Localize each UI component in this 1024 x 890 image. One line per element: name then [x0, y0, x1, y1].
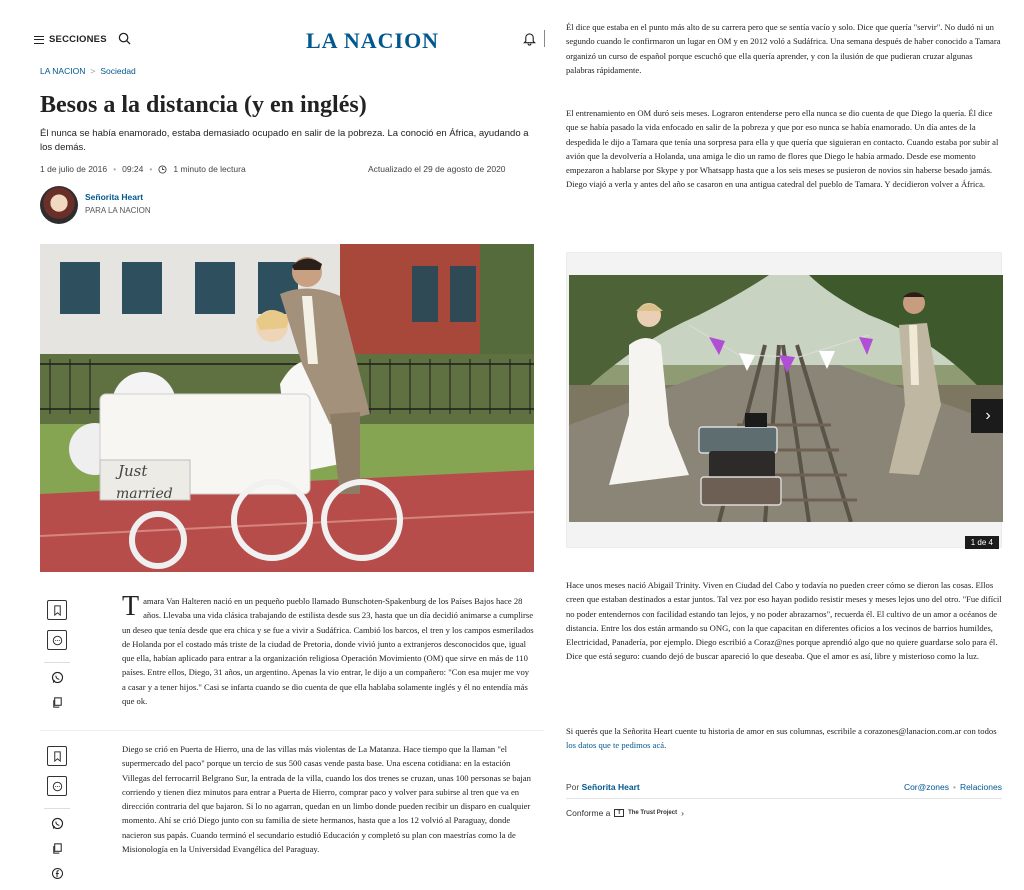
article-tags [866, 782, 1002, 792]
paragraph-1-text: amara Van Halteren nació en un pequeño pueblo llamado Bunschoten-Spakenburg de los Países Bajos hace 28 años. Llevaba una vida clásica trabajando de estilista desde sus 23, hasta que un día decidió animarse a cumplirse un deseo que tenía desde que era chica y se fue a vivir a Sudáfrica. Cambió los barcos, el tren y los campos esmerilados de Holanda por el costado más triste de la ciudad de Pretoria, donde vivió junto a extranjeros desconocidos que, igual que ella, habían aplicado para entrar a la organización religiosa Operación Movimiento (OM) que sirve en más de 110 países. Entre ellos, Diego, 31 años, un argentino. Apenas la vio entrar, le dijo a un compañero: "Con esa mujer me voy a casar y a tener hijos." Casi se infarta cuando se dio cuenta de que ella hablaba solamente inglés y él no entendía más que ok. [122, 596, 534, 707]
tag-separator: • [952, 782, 956, 792]
bookmark-icon [52, 605, 63, 616]
breadcrumb-home[interactable]: LA NACION [40, 66, 86, 76]
article-paragraph-6 [566, 724, 1002, 753]
copy-link-icon[interactable] [51, 842, 64, 855]
byline-prefix: Por [566, 782, 580, 792]
breadcrumb-separator: > [90, 66, 96, 76]
sign-just: Just [118, 462, 148, 480]
tag-relaciones[interactable]: Relaciones [959, 782, 1002, 792]
article-meta: 1 de julio de 2016 • 09:24 • 1 minuto de lectura [40, 164, 246, 174]
article-paragraph-5: Hace unos meses nació Abigail Trinity. Viven en Ciudad del Cabo y todavía no pueden creer cómo se dieron las cosas. Ellos creen que estaban destinados a estar juntos. Tal vez por eso hayan podido resistir meses y meses lejos uno del otro. "Fue difícil no poder entendernos con facilidad estando tan lejos, y no poder abrazarnos", recuerda él. El cultivo de un amor a océanos de distancia. Entre los dos están armando su ONG, con la que capacitan en diferentes oficios a los vecinos de barrios humildes, Electricidad, Panadería, por ejemplo. Diego escribió a Coraz@nes porque aprendió algo que no quiere guardarse solo para él. Dice que está seguro: cuando dejó de buscar apareció lo que deseaba. Que el amor es así, libre y misterioso como la luz. [566, 580, 1002, 662]
whatsapp-icon[interactable] [51, 817, 64, 830]
sign-married: married [116, 486, 173, 502]
paragraph-6-end: . [664, 740, 667, 751]
share-rail-bottom [40, 746, 74, 890]
author-org: PARA LA NACION [85, 206, 151, 215]
paragraph-6-text: Si querés que la Señorita Heart cuente tu historia de amor en sus columnas, escribile a corazones@lanacion.com.ar con todos [566, 726, 997, 736]
article-byline [566, 782, 640, 792]
wedding-tricycle-photo [40, 244, 534, 572]
bookmark-button[interactable] [47, 746, 67, 766]
bell-icon[interactable] [523, 32, 536, 46]
trust-prefix: Conforme a [566, 808, 611, 818]
comment-button[interactable] [47, 630, 67, 650]
breadcrumb-section[interactable]: Sociedad [100, 66, 136, 76]
facebook-icon[interactable] [51, 867, 64, 880]
bookmark-button[interactable] [47, 600, 67, 620]
trust-project-logo: T [614, 809, 624, 817]
trust-project-name: The Trust Project [628, 810, 678, 816]
divider [40, 730, 544, 731]
sections-menu-button[interactable] [34, 34, 107, 45]
copy-link-icon[interactable] [51, 696, 64, 709]
search-icon[interactable] [118, 32, 131, 45]
site-logo[interactable]: LA NACION [306, 28, 440, 53]
byline-author-link[interactable]: Señorita Heart [581, 782, 640, 792]
comment-icon [52, 635, 63, 646]
header-divider [544, 30, 545, 47]
comment-button[interactable] [47, 776, 67, 796]
sections-label: SECCIONES [49, 34, 107, 45]
chevron-right-icon: › [681, 808, 684, 818]
article-paragraph-1 [122, 591, 534, 708]
author-name[interactable]: Señorita Heart [85, 192, 144, 202]
hero-photo[interactable] [40, 244, 534, 572]
gallery-next-button[interactable]: › [971, 399, 1003, 433]
clock-icon [158, 165, 167, 174]
comment-icon [52, 781, 63, 792]
photo-gallery[interactable] [566, 252, 1002, 548]
publish-time: 09:24 [122, 164, 144, 174]
gallery-image [569, 275, 1003, 522]
article-subtitle: Él nunca se había enamorado, estaba demasiado ocupado en salir de la pobreza. La conoció en África, ayudando a los demás. [40, 128, 529, 153]
publish-date: 1 de julio de 2016 [40, 164, 108, 174]
tag-corazones[interactable]: Cor@zones [903, 782, 949, 792]
trust-project-link[interactable] [566, 808, 684, 818]
drop-cap: T [122, 591, 140, 622]
whatsapp-icon[interactable] [51, 671, 64, 684]
article-paragraph-2: Diego se crió en Puerta de Hierro, una de las villas más violentas de La Matanza. Hace tiempo que la llaman "el supermercado del paco" porque un tercio de sus 500 casas vende pasta base. Una escena cotidiana: en la estación Villegas del ferrocarril Belgrano Sur, la entrada de la villa, cuando los dos trenes se cruzan, unas 100 personas se bajan corriendo y tienen diez minutos para entrar a Puerta de Hierro, comprar paco y volver para subirse al tren que va en dirección contraria del que bajaron. Si lo no agarran, quedan en un limbo donde pueden recibir un disparo en cualquier momento. Ahí se crió Diego junto con su familia de siete hermanos, hasta que a los 12 volvió al Paraguay, donde nacieron sus papás. Cuando terminó el secundario estudió Educación y completó su plan con maestrías como la de Misionología en la Universidad Evangélica del Paraguay. [122, 744, 531, 855]
footer-divider [566, 798, 1002, 799]
article-paragraph-3: Él dice que estaba en el punto más alto de su carrera pero que se sentía vacío y solo. Dice que quería "servir". No dudó ni un segundo cuando le confirmaron un lugar en OM y en 2012 voló a Sudáfrica. Una semana después de haber conocido a Tamara organizó un curso de español porque escuchó que ella quería aprender, y con la ilusión de que pudieran cruzar algunas palabras rápidamente. [566, 22, 1001, 75]
gallery-counter: 1 de 4 [965, 536, 999, 549]
article-title: Besos a la distancia (y en inglés) [40, 92, 367, 118]
railway-wedding-photo [569, 275, 1003, 522]
bookmark-icon [52, 751, 63, 762]
hamburger-icon [34, 36, 44, 44]
share-rail-top [40, 600, 74, 721]
updated-date: Actualizado el 29 de agosto de 2020 [368, 164, 506, 174]
read-time: 1 minuto de lectura [173, 164, 246, 174]
breadcrumb [40, 66, 136, 76]
article-paragraph-4: El entrenamiento en OM duró seis meses. Lograron entenderse pero ella nunca se dio cuenta de que Diego la quería. Él dice que se había pasado la vida enfocado en salir de la pobreza y que por eso nunca se había enamorado. Un día antes de la despedida le dijo a Tamara que tenía una sorpresa para ella y que quería que siguieran en contacto. Cuando estaba por subir al avión que la devolvería a Holanda, una amiga le dio un ramo de flores que Diego le había armado. Desde ese momento empezaron a hablarse por Skype y por Whatsapp hasta que a los seis meses se pusieron de novios sin haberse besado jamás. Diego viajó a verla y antes del año se casaron en una antigua catedral del pueblo de Tamara. Y decidieron volver a África. [566, 108, 999, 190]
form-link[interactable]: los datos que te pedimos acá [566, 740, 665, 751]
author-avatar[interactable] [40, 186, 78, 224]
